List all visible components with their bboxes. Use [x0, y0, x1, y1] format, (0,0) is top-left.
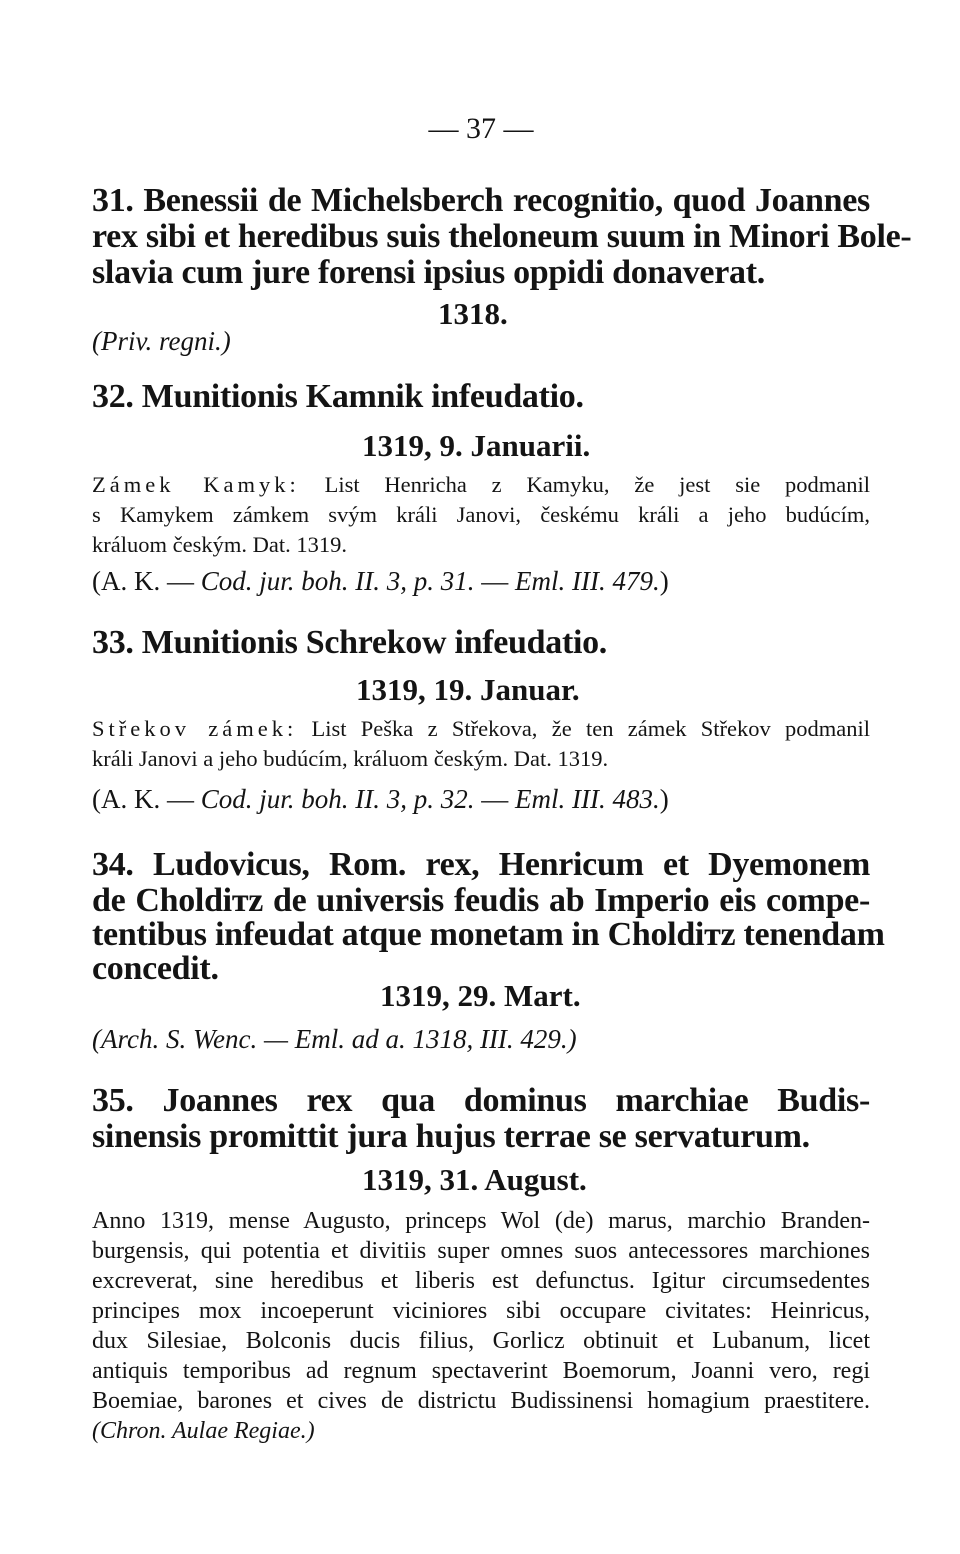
entry-32-regest-line-1: Zámek Kamyk: List Henricha z Kamyku, že jest sie podmanil	[92, 472, 870, 497]
entry-32-date: 1319, 9. Januarii.	[362, 428, 591, 463]
entry-34-title-line-2: de Choldiтz de universis feudis ab Imperio eis compe-	[92, 882, 870, 919]
entry-34-title-line-4: concedit.	[92, 950, 219, 987]
entry-35-source: (Chron. Aulae Regiae.)	[92, 1418, 315, 1444]
entry-35-text-line-3: excreverat, sine heredibus et liberis est defunctus. Igitur circumsedentes	[92, 1268, 870, 1294]
entry-34-title-line-3: tentibus infeudat atque monetam in Choldiтz tenendam	[92, 916, 885, 953]
entry-35-text-line-1: Anno 1319, mense Augusto, princeps Wol (de) marus, marchio Branden-	[92, 1208, 870, 1234]
entry-32-source: (A. K. — Cod. jur. boh. II. 3, p. 31. — Eml. III. 479.)	[92, 566, 669, 596]
entry-34-source: (Arch. S. Wenc. — Eml. ad a. 1318, III. 429.)	[92, 1024, 577, 1054]
entry-32-regest-line-2: s Kamykem zámkem svým králi Janovi, českému králi a jeho budúcím,	[92, 502, 870, 527]
entry-32-title: 32. Munitionis Kamnik infeudatio.	[92, 378, 584, 415]
entry-31-date: 1318.	[438, 296, 508, 331]
entry-33-regest-line-1: Střekov zámek: List Peška z Střekova, že ten zámek Střekov podmanil	[92, 716, 870, 741]
entry-34-title-line-1: 34. Ludovicus, Rom. rex, Henricum et Dyemonem	[92, 846, 870, 883]
entry-35-date: 1319, 31. August.	[362, 1162, 587, 1197]
entry-35-text-line-4: principes mox incoeperunt viciniores sibi occupare civitates: Heinricus,	[92, 1298, 870, 1324]
entry-35-text-line-6: antiquis temporibus ad regnum spectaverint Boemorum, Joanni vero, regi	[92, 1358, 870, 1384]
entry-33-source: (A. K. — Cod. jur. boh. II. 3, p. 32. — Eml. III. 483.)	[92, 784, 669, 814]
entry-32-regest-line-3: králuom českým. Dat. 1319.	[92, 532, 347, 557]
entry-33-date: 1319, 19. Januar.	[356, 672, 580, 707]
entry-31-title-line-3: slavia cum jure forensi ipsius oppidi donaverat.	[92, 254, 765, 291]
entry-33-title: 33. Munitionis Schrekow infeudatio.	[92, 624, 608, 661]
entry-35-title-line-1: 35. Joannes rex qua dominus marchiae Budis-	[92, 1082, 870, 1119]
entry-35-text-line-5: dux Silesiae, Bolconis ducis filius, Gorlicz obtinuit et Lubanum, licet	[92, 1328, 870, 1354]
entry-35-title-line-2: sinensis promittit jura hujus terrae se servaturum.	[92, 1118, 810, 1155]
entry-33-regest-head: Střekov zámek:	[92, 716, 298, 741]
entry-31-title-line-2: rex sibi et heredibus suis theloneum suum in Minori Bole-	[92, 218, 912, 255]
entry-31-source: (Priv. regni.)	[92, 326, 231, 356]
entry-31-title-line-1: 31. Benessii de Michelsberch recognitio, quod Joannes	[92, 182, 870, 219]
entry-35-text-line-7: Boemiae, barones et cives de districtu Budissinensi homagium praestitere.	[92, 1388, 870, 1414]
entry-34-date: 1319, 29. Mart.	[380, 978, 581, 1013]
page-number: — 37 —	[428, 112, 534, 145]
entry-33-regest-line-2: králi Janovi a jeho budúcím, králuom českým. Dat. 1319.	[92, 746, 609, 771]
entry-32-regest-head: Zámek Kamyk:	[92, 472, 300, 497]
entry-35-text-line-2: burgensis, qui potentia et divitiis super omnes suos antecessores marchiones	[92, 1238, 870, 1264]
